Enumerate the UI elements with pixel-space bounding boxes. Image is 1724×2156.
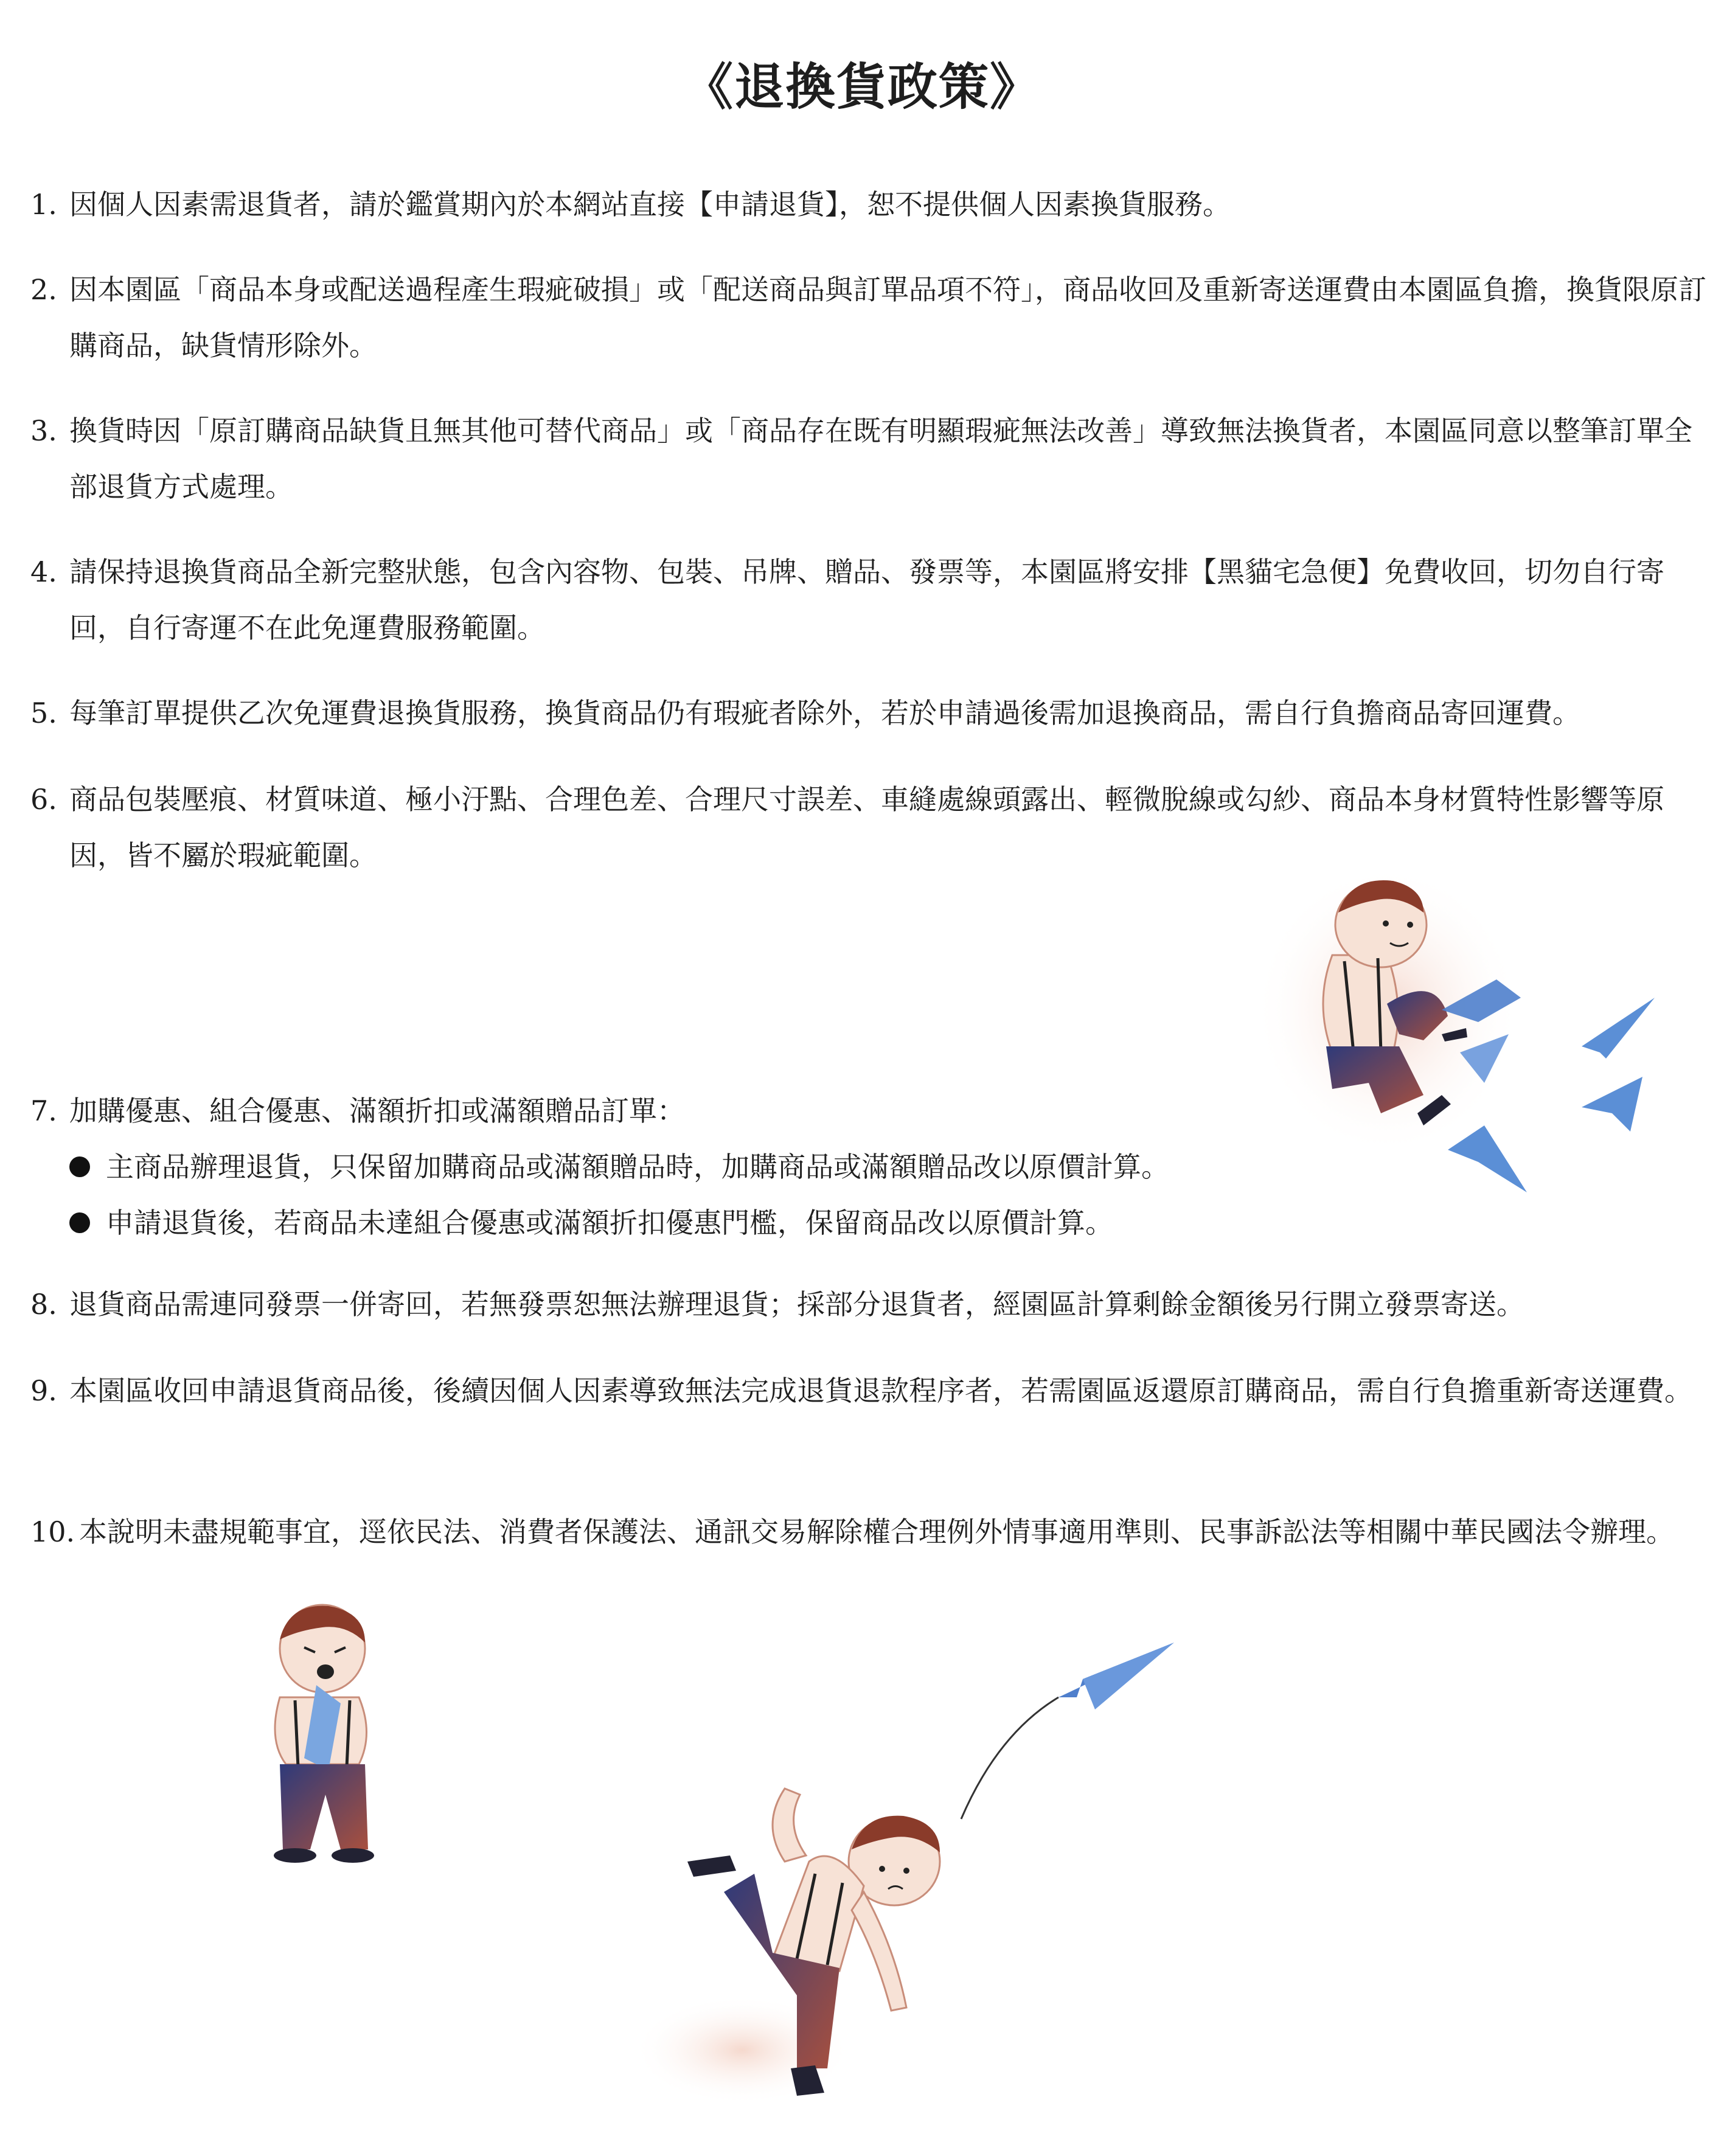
item-number: 2. <box>30 273 57 306</box>
list-item <box>30 544 1715 656</box>
sub-list-item <box>69 1139 1169 1195</box>
list-item <box>30 1363 1715 1419</box>
sub-item-text: 主商品辦理退貨，只保留加購商品或滿額贈品時，加購商品或滿額贈品改以原價計算。 <box>106 1150 1169 1183</box>
page-title: 《退換貨政策》 <box>683 58 1041 116</box>
list-item <box>30 262 1715 374</box>
item-number: 7. <box>30 1094 57 1127</box>
item-number: 5. <box>30 697 57 729</box>
item-text: 退貨商品需連同發票一併寄回，若無發票恕無法辦理退貨；採部分退貨者，經園區計算剩餘金額後另行開立發票寄送。 <box>69 1288 1524 1321</box>
boy-folding-paper-planes-illustration <box>1241 852 1703 1217</box>
list-item <box>30 1276 1715 1332</box>
item-text: 換貨時因「原訂購商品缺貨且無其他可替代商品」或「商品存在既有明顯瑕疵無法改善」導致無法換貨者，本園區同意以整筆訂單全部退貨方式處理。 <box>69 414 1692 503</box>
item-text: 每筆訂單提供乙次免運費退換貨服務，換貨商品仍有瑕疵者除外，若於申請過後需加退換商品，需自行負擔商品寄回運費。 <box>69 697 1580 729</box>
item-text: 因本園區「商品本身或配送過程產生瑕疵破損」或「配送商品與訂單品項不符」，商品收回及重新寄送運費由本園區負擔，換貨限原訂購商品，缺貨情形除外。 <box>69 273 1706 362</box>
boy-throwing-paper-plane-illustration <box>633 1630 1192 2117</box>
item-number: 4. <box>30 555 57 588</box>
item-number: 8. <box>30 1288 57 1321</box>
list-item <box>30 1504 1685 1560</box>
list-item <box>30 1083 1247 1139</box>
item-text: 因個人因素需退貨者，請於鑑賞期內於本網站直接【申請退貨】，恕不提供個人因素換貨服務。 <box>69 188 1231 221</box>
item-text: 商品包裝壓痕、材質味道、極小汙點、合理色差、合理尺寸誤差、車縫處線頭露出、輕微脫線或勾紗、商品本身材質特性影響等原因，皆不屬於瑕疵範圍。 <box>69 783 1664 872</box>
list-item <box>30 403 1715 515</box>
item-text: 本園區收回申請退貨商品後，後續因個人因素導致無法完成退貨退款程序者，若需園區返還原訂購商品，需自行負擔重新寄送運費。 <box>69 1374 1692 1407</box>
item-text: 請保持退換貨商品全新完整狀態，包含內容物、包裝、吊牌、贈品、發票等，本園區將安排【黑貓宅急便】免費收回，切勿自行寄回，自行寄運不在此免運費服務範圍。 <box>69 555 1664 644</box>
item-number: 1. <box>30 188 57 221</box>
item-text: 本說明未盡規範事宜，逕依民法、消費者保護法、通訊交易解除權合理例外情事適用準則、民事訴訟法等相關中華民國法令辦理。 <box>79 1515 1674 1548</box>
item-number: 10. <box>30 1515 75 1548</box>
item-number: 6. <box>30 783 57 816</box>
sub-item-text: 申請退貨後，若商品未達組合優惠或滿額折扣優惠門檻，保留商品改以原價計算。 <box>106 1206 1113 1239</box>
item-text: 加購優惠、組合優惠、滿額折扣或滿額贈品訂單： <box>69 1094 685 1127</box>
sub-list-item <box>69 1195 1113 1251</box>
bullet-dot <box>69 1156 90 1177</box>
item-number: 3. <box>30 414 57 447</box>
list-item <box>30 685 1715 741</box>
list-item <box>30 176 1369 232</box>
item-number: 9. <box>30 1374 57 1407</box>
boy-crying-illustration <box>243 1594 401 1880</box>
bullet-dot <box>69 1212 90 1233</box>
